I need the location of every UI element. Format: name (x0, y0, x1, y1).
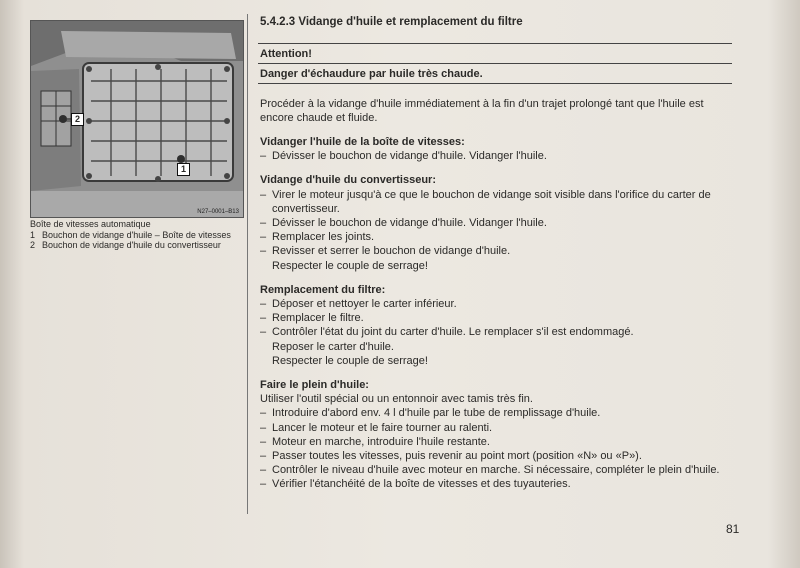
attention-heading: Attention! (260, 48, 312, 61)
step-block-oil-fill (260, 378, 730, 492)
caption-item (30, 240, 242, 251)
block-title: Remplacement du filtre: (260, 283, 386, 296)
list-item-text: Virer le moteur jusqu'à ce que le bouchon de vidange soit visible dans l'orifice du carter de convertisseur. (272, 188, 711, 215)
list-item-continuation: Respecter le couple de serrage! (272, 259, 428, 272)
list-item-text: Passer toutes les vitesses, puis revenir au point mort (position «N» ou «P»). (272, 450, 642, 463)
section-content (260, 15, 730, 492)
caption-item-number: 1 (30, 229, 36, 240)
dash-bullet: – (260, 217, 267, 230)
gearbox-illustration (31, 21, 243, 217)
list-item (260, 435, 730, 449)
block-title: Vidanger l'huile de la boîte de vitesses: (260, 136, 465, 149)
list-item (260, 149, 730, 163)
list-item (260, 230, 730, 244)
list-item (260, 244, 730, 258)
dash-bullet: – (260, 312, 267, 325)
dash-bullet: – (260, 464, 267, 477)
caption-item-text: Bouchon de vidange d'huile – Boîte de vitesses (42, 229, 231, 240)
list-item (260, 297, 730, 311)
caption-item (30, 230, 242, 241)
step-block-converter-drain (260, 173, 730, 272)
block-lead: Utiliser l'outil spécial ou un entonnoir avec tamis très fin. (260, 393, 533, 406)
list-item-text: Introduire d'abord env. 4 l d'huile par le tube de remplissage d'huile. (272, 407, 601, 420)
list-item-continuation: Reposer le carter d'huile. (272, 340, 394, 353)
callout-label-1: 1 (177, 163, 190, 176)
list-item-text: Moteur en marche, introduire l'huile restante. (272, 435, 490, 448)
dash-bullet: – (260, 150, 267, 163)
caption-item-number: 2 (30, 240, 36, 250)
section-title: 5.4.2.3 Vidange d'huile et remplacement du filtre (260, 16, 523, 28)
caption-title: Boîte de vitesses automatique (30, 219, 151, 229)
list-item-text: Dévisser le bouchon de vidange d'huile. Vidanger l'huile. (272, 217, 547, 230)
callout-label-2: 2 (71, 113, 84, 126)
intro-paragraph: Procéder à la vidange d'huile immédiatement à la fin d'un trajet prolongé tant que l'huile est encore chaude et fluide. (260, 97, 704, 124)
page-number: 81 (726, 522, 740, 536)
dash-bullet: – (260, 407, 267, 420)
list-item-text: Revisser et serrer le bouchon de vidange d'huile. (272, 245, 511, 258)
list-item (260, 421, 730, 435)
caption-item-text: Bouchon de vidange d'huile du convertisseur (42, 240, 221, 250)
list-item-continuation: Respecter le couple de serrage! (272, 354, 428, 367)
danger-warning: Danger d'échaudure par huile très chaude. (260, 68, 483, 81)
list-item-text: Contrôler le niveau d'huile avec moteur en marche. Si nécessaire, compléter le plein d'huile. (272, 464, 720, 477)
rule-bottom (258, 83, 732, 84)
list-item-text: Vérifier l'étanchéité de la boîte de vitesses et des tuyauteries. (272, 478, 571, 491)
rule-top (258, 43, 732, 44)
dash-bullet: – (260, 450, 267, 463)
dash-bullet: – (260, 326, 267, 339)
gearbox-photo (30, 20, 244, 218)
block-title: Vidange d'huile du convertisseur: (260, 174, 437, 187)
dash-bullet: – (260, 298, 267, 311)
rule-middle (258, 63, 732, 64)
figure-code: N27–0001–B13 (197, 209, 239, 215)
dash-bullet: – (260, 435, 267, 448)
list-item-text: Lancer le moteur et le faire tourner au ralenti. (272, 421, 493, 434)
dash-bullet: – (260, 421, 267, 434)
list-item (260, 406, 730, 420)
block-title: Faire le plein d'huile: (260, 379, 369, 392)
list-item-text: Déposer et nettoyer le carter inférieur. (272, 298, 457, 311)
list-item-text: Contrôler l'état du joint du carter d'huile. Le remplacer s'il est endommagé. (272, 326, 634, 339)
step-block-filter-replacement (260, 283, 730, 368)
list-item-text: Remplacer le filtre. (272, 312, 364, 325)
list-item (260, 449, 730, 463)
list-item-text: Dévisser le bouchon de vidange d'huile. Vidanger l'huile. (272, 150, 547, 163)
dash-bullet: – (260, 478, 267, 491)
list-item (260, 463, 730, 477)
list-item (260, 216, 730, 230)
list-item-text: Remplacer les joints. (272, 231, 375, 244)
step-block-gearbox-drain (260, 135, 730, 163)
dash-bullet: – (260, 188, 267, 201)
list-item (260, 311, 730, 325)
list-item (260, 188, 730, 216)
dash-bullet: – (260, 231, 267, 244)
list-item (260, 325, 730, 339)
figure-caption (30, 219, 242, 251)
list-item (260, 477, 730, 491)
dash-bullet: – (260, 245, 267, 258)
column-divider (247, 14, 248, 514)
